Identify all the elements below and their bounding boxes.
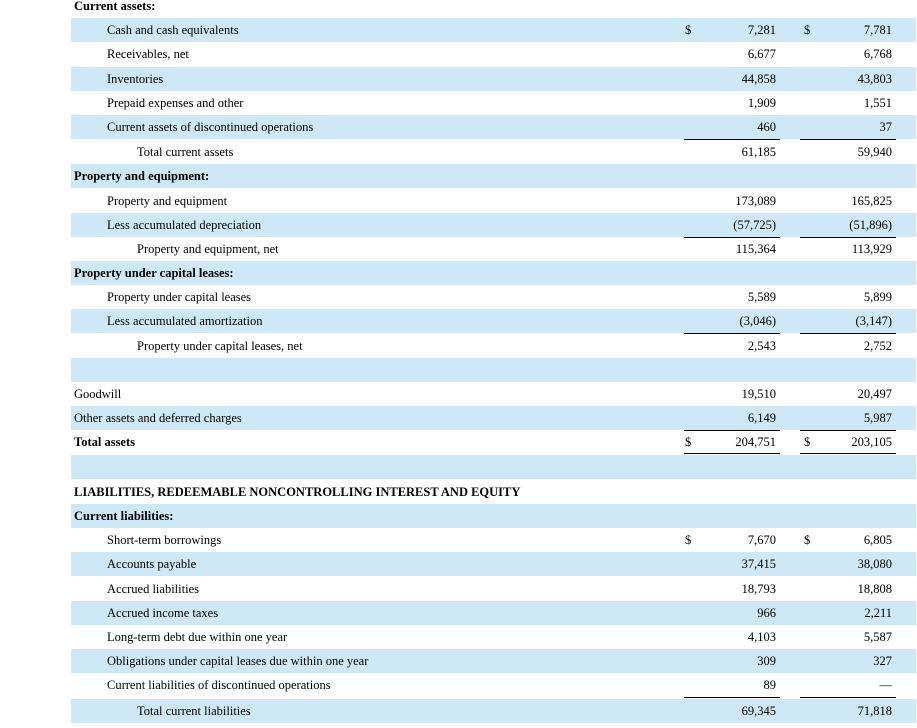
value-current-year: 460 bbox=[757, 120, 776, 134]
value-current-year: 7,281 bbox=[747, 23, 776, 37]
value-current-year: 115,364 bbox=[735, 242, 776, 256]
section-label: Property under capital leases: bbox=[74, 266, 234, 280]
table-row-cash bbox=[71, 18, 916, 42]
row-label: Accrued income taxes bbox=[107, 606, 219, 620]
value-prior-year: 18,808 bbox=[857, 582, 892, 596]
table-row-property-equipment bbox=[71, 189, 916, 213]
value-current-year: 4,103 bbox=[747, 630, 776, 644]
row-label: Current assets of discontinued operations bbox=[107, 120, 314, 134]
row-label: Less accumulated amortization bbox=[107, 314, 263, 328]
value-current-year: 6,149 bbox=[747, 411, 776, 425]
table-row-cl-discontinued bbox=[71, 673, 916, 697]
value-current-year: 966 bbox=[757, 606, 776, 620]
section-label: Current liabilities: bbox=[74, 509, 174, 523]
value-prior-year: 5,987 bbox=[863, 411, 892, 425]
row-label: Prepaid expenses and other bbox=[107, 96, 244, 110]
section-label: Property and equipment: bbox=[74, 169, 210, 183]
table-row-receivables bbox=[71, 42, 916, 66]
table-row-accumulated-depreciation bbox=[71, 213, 916, 237]
row-label: Obligations under capital leases due within one year bbox=[107, 654, 369, 668]
table-row-other-assets bbox=[71, 406, 916, 430]
value-prior-year: 38,080 bbox=[857, 557, 892, 571]
currency-symbol: $ bbox=[804, 533, 811, 547]
value-current-year: 7,670 bbox=[747, 533, 776, 547]
row-label: Short-term borrowings bbox=[107, 533, 222, 547]
table-row-total-current-liabilities bbox=[71, 699, 916, 723]
section-header-current-liabilities bbox=[71, 504, 916, 528]
value-current-year: 18,793 bbox=[741, 582, 776, 596]
currency-symbol: $ bbox=[685, 533, 692, 547]
value-prior-year: 113,929 bbox=[851, 242, 892, 256]
row-label: Less accumulated depreciation bbox=[107, 218, 262, 232]
value-prior-year: — bbox=[879, 678, 892, 692]
value-prior-year: 6,768 bbox=[863, 47, 892, 61]
value-current-year: 44,858 bbox=[741, 72, 776, 86]
row-label: Property and equipment bbox=[107, 194, 228, 208]
value-current-year: 61,185 bbox=[741, 145, 776, 159]
value-prior-year: 59,940 bbox=[857, 145, 892, 159]
value-current-year: (3,046) bbox=[739, 314, 776, 328]
table-row-total-assets bbox=[71, 430, 916, 454]
value-current-year: 69,345 bbox=[741, 704, 776, 718]
row-label: Other assets and deferred charges bbox=[74, 411, 242, 425]
row-label: Accrued liabilities bbox=[107, 582, 199, 596]
table-row-accumulated-amortization bbox=[71, 309, 916, 333]
value-prior-year: 20,497 bbox=[857, 387, 892, 401]
row-label: Cash and cash equivalents bbox=[107, 23, 239, 37]
value-prior-year: (51,896) bbox=[849, 218, 892, 232]
value-prior-year: 5,899 bbox=[863, 290, 892, 304]
row-label: Total assets bbox=[74, 435, 136, 449]
value-current-year: 37,415 bbox=[741, 557, 776, 571]
spacer-row bbox=[71, 455, 916, 479]
value-prior-year: 5,587 bbox=[863, 630, 892, 644]
table-row-capital-leases-net bbox=[71, 334, 916, 358]
value-current-year: 5,589 bbox=[747, 290, 776, 304]
table-row-accrued-liabilities bbox=[71, 577, 916, 601]
section-label: Current assets: bbox=[74, 0, 156, 13]
currency-symbol: $ bbox=[685, 435, 692, 449]
section-header-current-assets bbox=[71, 0, 916, 18]
value-prior-year: (3,147) bbox=[855, 314, 892, 328]
table-row-inventories bbox=[71, 67, 916, 91]
subtotal-rule bbox=[800, 697, 896, 698]
value-current-year: 89 bbox=[763, 678, 776, 692]
row-label: Goodwill bbox=[74, 387, 122, 401]
section-header-property-equipment bbox=[71, 164, 916, 188]
value-current-year: 1,909 bbox=[747, 96, 776, 110]
row-label: Long-term debt due within one year bbox=[107, 630, 288, 644]
value-prior-year: 2,211 bbox=[864, 606, 892, 620]
table-row-prepaid bbox=[71, 91, 916, 115]
table-row-accounts-payable bbox=[71, 552, 916, 576]
table-row-long-term-debt-current bbox=[71, 625, 916, 649]
value-current-year: 204,751 bbox=[735, 435, 776, 449]
table-row-property-equipment-net bbox=[71, 237, 916, 261]
currency-symbol: $ bbox=[804, 23, 811, 37]
liabilities-title-row bbox=[71, 480, 916, 504]
table-row-goodwill bbox=[71, 382, 916, 406]
value-current-year: 173,089 bbox=[735, 194, 776, 208]
value-prior-year: 2,752 bbox=[863, 339, 892, 353]
table-row-accrued-income-taxes bbox=[71, 601, 916, 625]
currency-symbol: $ bbox=[804, 435, 811, 449]
table-row-capital-lease-obligations bbox=[71, 649, 916, 673]
liabilities-title: LIABILITIES, REDEEMABLE NONCONTROLLING INTEREST AND EQUITY bbox=[74, 485, 521, 499]
table-row-capital-leases bbox=[71, 285, 916, 309]
value-prior-year: 7,781 bbox=[863, 23, 892, 37]
value-current-year: (57,725) bbox=[733, 218, 776, 232]
row-label: Property and equipment, net bbox=[137, 242, 279, 256]
value-prior-year: 327 bbox=[873, 654, 892, 668]
value-prior-year: 43,803 bbox=[857, 72, 892, 86]
row-label: Property under capital leases, net bbox=[137, 339, 303, 353]
table-row-ca-discontinued bbox=[71, 115, 916, 139]
row-label: Current liabilities of discontinued operations bbox=[107, 678, 331, 692]
value-current-year: 309 bbox=[757, 654, 776, 668]
table-row-total-current-assets bbox=[71, 140, 916, 164]
row-label: Inventories bbox=[107, 72, 164, 86]
value-prior-year: 37 bbox=[879, 120, 892, 134]
value-current-year: 19,510 bbox=[741, 387, 776, 401]
section-header-capital-leases bbox=[71, 261, 916, 285]
value-current-year: 6,677 bbox=[747, 47, 776, 61]
table-row-short-term-borrowings bbox=[71, 528, 916, 552]
value-prior-year: 1,551 bbox=[863, 96, 892, 110]
value-prior-year: 203,105 bbox=[851, 435, 892, 449]
value-prior-year: 6,805 bbox=[863, 533, 892, 547]
row-label: Accounts payable bbox=[107, 557, 197, 571]
value-prior-year: 165,825 bbox=[851, 194, 892, 208]
value-prior-year: 71,818 bbox=[857, 704, 892, 718]
currency-symbol: $ bbox=[685, 23, 692, 37]
row-label: Property under capital leases bbox=[107, 290, 252, 304]
row-label: Total current assets bbox=[137, 145, 234, 159]
subtotal-rule bbox=[684, 697, 780, 698]
row-label: Total current liabilities bbox=[137, 704, 251, 718]
value-current-year: 2,543 bbox=[747, 339, 776, 353]
spacer-row bbox=[71, 358, 916, 382]
row-label: Receivables, net bbox=[107, 47, 189, 61]
